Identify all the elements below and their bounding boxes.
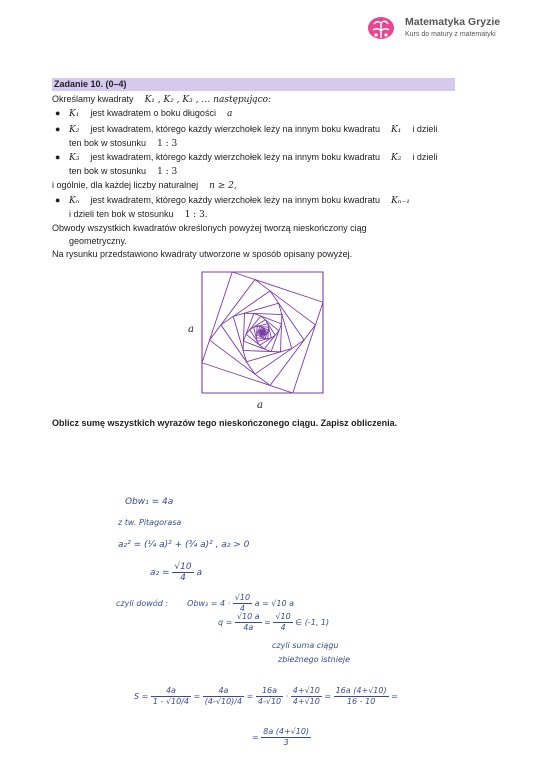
solution-line-8: zbieżnego istnieje xyxy=(278,655,351,664)
bn-ratio: 1 : 3. xyxy=(184,210,208,220)
b2-text: jest kwadratem, którego każdy wierzchołek leży na innym boku kwadratu xyxy=(90,124,381,134)
s-f5-den: 16 - 10 xyxy=(346,697,376,706)
s-final-den: 3 xyxy=(283,738,289,747)
b3-ref: K₂ xyxy=(391,153,402,163)
l4-rhs: a xyxy=(196,568,202,578)
task-header: Zadanie 10. (0–4) xyxy=(52,78,455,91)
brain-logo-icon xyxy=(366,14,396,44)
b2-ref: K₁ xyxy=(391,125,402,135)
s-f1-den: 1 - √10/4 xyxy=(152,697,189,706)
bullet-icon: ● xyxy=(55,195,61,205)
solution-line-2: z tw. Pitagorasa xyxy=(118,518,182,527)
s-lhs: S = xyxy=(134,692,149,701)
b3-ratio: 1 : 3 xyxy=(157,167,178,177)
s-f1-num: 4a xyxy=(151,686,191,697)
solution-line-1: Obw₁ = 4a xyxy=(125,497,174,507)
b1-text: jest kwadratem o boku długości xyxy=(90,108,216,118)
solution-line-5 xyxy=(116,593,294,614)
b2-cont: ten bok w stosunku xyxy=(69,138,147,148)
solution-line-6 xyxy=(218,612,329,633)
bullet-k1 xyxy=(69,107,232,121)
bullet-k3-cont xyxy=(69,165,177,179)
general-math: n ≥ 2, xyxy=(209,181,237,191)
bn-text: jest kwadratem, którego każdy wierzchołek leży na innym boku kwadratu xyxy=(90,195,381,205)
solution-line-3: a₂² = (¼ a)² + (¾ a)² , a₂ > 0 xyxy=(118,540,250,550)
s-f2-num: 4a xyxy=(203,686,244,697)
general-line xyxy=(52,179,237,193)
l4-lhs: a₂ = xyxy=(150,568,170,578)
b3-cont: ten bok w stosunku xyxy=(69,166,147,176)
l6-in: ∈ (-1, 1) xyxy=(295,618,330,627)
l5-b: Obw₂ = 4 · xyxy=(187,599,233,608)
l6-den1: 4a xyxy=(243,623,254,632)
l6-den2: 4 xyxy=(280,623,286,632)
intro-line xyxy=(52,93,271,107)
solution-sum-line: S = $\frac{4a}{1 - √10/4}$ = $\frac{4a}{(4-√10)/4}$ = $\frac{16a}{4-√10}$ · $\frac{4+√10}{4+√10}$ = $\frac{16a (4+√10)}{16 - 10}$ = xyxy=(134,686,398,706)
bullet-icon: ● xyxy=(55,152,61,162)
l5-den: 4 xyxy=(239,604,245,613)
k1-symbol: K₁ xyxy=(69,109,80,119)
question-text: Oblicz sumę wszystkich wyrazów tego nieskończonego ciągu. Zapisz obliczenia. xyxy=(52,418,398,428)
bullet-k2 xyxy=(69,123,437,137)
s-f5-num: 16a (4+√10) xyxy=(335,686,387,695)
l4-num: √10 xyxy=(174,562,192,572)
l4-den: 4 xyxy=(180,573,186,583)
kn-symbol: Kₙ xyxy=(69,196,80,206)
s-final-num: 8a (4+√10) xyxy=(263,727,310,736)
intro-math: K₁ , K₂ , K₃ , … następująco: xyxy=(144,95,272,105)
bullet-icon: ● xyxy=(55,124,61,134)
bullet-kn-cont xyxy=(69,208,208,222)
b1-var: a xyxy=(226,109,233,119)
brand-subtitle: Kurs do matury z matematyki xyxy=(405,31,496,38)
b3-end: i dzieli xyxy=(412,152,438,162)
bullet-k3 xyxy=(69,151,437,165)
l5-a: czyli dowód : xyxy=(116,599,169,608)
bullet-k2-cont xyxy=(69,137,177,151)
l6-q: q = xyxy=(218,618,233,627)
l5-c: a = √10 a xyxy=(254,599,295,608)
paragraph-1: Obwody wszystkich kwadratów określonych powyżej tworzą nieskończony ciąg xyxy=(52,223,367,233)
k3-symbol: K₃ xyxy=(69,153,80,163)
bn-cont: i dzieli ten bok w stosunku xyxy=(69,209,174,219)
b3-text: jest kwadratem, którego każdy wierzchołek leży na innym boku kwadratu xyxy=(90,152,381,162)
paragraph-2: Na rysunku przedstawiono kwadraty utworzone w sposób opisany powyżej. xyxy=(52,249,353,259)
bullet-kn xyxy=(69,194,410,208)
intro-text: Określamy kwadraty xyxy=(52,94,134,104)
nested-squares-figure xyxy=(180,268,340,398)
l6-eq: = xyxy=(264,618,271,627)
s-f3-den: 4-√10 xyxy=(257,697,282,706)
s-f4-num: 4+√10 xyxy=(292,686,320,695)
general-text: i ogólnie, dla każdej liczby naturalnej xyxy=(52,180,199,190)
s-f4-den: 4+√10 xyxy=(292,697,320,706)
solution-line-4 xyxy=(150,562,202,583)
paragraph-1b: geometryczny. xyxy=(69,236,127,246)
l5-num: √10 xyxy=(234,593,251,602)
s-f3-num: 16a xyxy=(256,686,283,697)
b2-end: i dzieli xyxy=(412,124,438,134)
bn-ref: Kₙ₋₁ xyxy=(391,196,410,206)
solution-final-line: = $\frac{8a (4+√10)}{3}$ xyxy=(252,727,310,747)
s-f2-den: (4-√10)/4 xyxy=(204,697,243,706)
k2-symbol: K₂ xyxy=(69,125,80,135)
solution-line-7: czyli suma ciągu xyxy=(272,641,339,650)
b2-ratio: 1 : 3 xyxy=(157,139,178,149)
l6-num2: √10 xyxy=(275,612,291,621)
figure-side-label: a xyxy=(188,324,194,335)
bullet-icon: ● xyxy=(55,108,61,118)
figure-bottom-label: a xyxy=(257,400,263,411)
square-k22 xyxy=(262,332,263,333)
l6-num1: √10 a xyxy=(236,612,260,621)
brand-title: Matematyka Gryzie xyxy=(405,16,501,28)
